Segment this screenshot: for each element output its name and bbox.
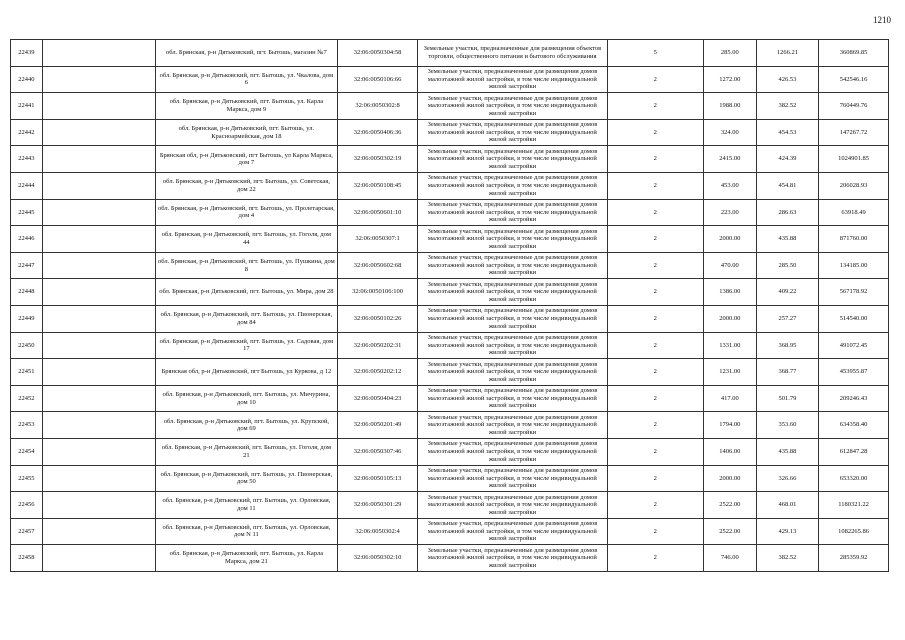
land-use-cell: Земельные участки, предназначенные для размещения домов малоэтажной жилой застройки, в том числе индивидуальной жилой застройки [418, 438, 607, 465]
cadastral-value-cell: 206028.93 [819, 172, 889, 199]
use-group-cell: 2 [607, 359, 703, 386]
use-group-cell: 2 [607, 226, 703, 253]
unit-value-cell: 454.53 [756, 119, 818, 146]
land-use-cell: Земельные участки, предназначенные для размещения домов малоэтажной жилой застройки, в том числе индивидуальной жилой застройки [418, 492, 607, 519]
cadastral-number-cell: 32:06:0050601:10 [337, 199, 417, 226]
row-number-cell: 22456 [11, 492, 43, 519]
land-use-cell: Земельные участки, предназначенные для размещения домов малоэтажной жилой застройки, в том числе индивидуальной жилой застройки [418, 385, 607, 412]
use-group-cell: 2 [607, 492, 703, 519]
table-row [11, 40, 889, 67]
use-group-cell: 2 [607, 279, 703, 306]
table-row [11, 199, 889, 226]
cadastral-value-cell: 871760.00 [819, 226, 889, 253]
cadastral-number-cell: 32:06:0050307:46 [337, 438, 417, 465]
cadastral-number-cell: 32:06:0050406:36 [337, 119, 417, 146]
row-number-cell: 22452 [11, 385, 43, 412]
land-use-cell: Земельные участки, предназначенные для размещения домов малоэтажной жилой застройки, в том числе индивидуальной жилой застройки [418, 359, 607, 386]
cadastral-value-cell: 567178.92 [819, 279, 889, 306]
land-use-cell: Земельные участки, предназначенные для размещения домов малоэтажной жилой застройки, в том числе индивидуальной жилой застройки [418, 146, 607, 173]
cadastral-value-cell: 209246.43 [819, 385, 889, 412]
address-cell: обл. Брянская, р-н Дятьковский, пгт. Бытошь, ул. Чкалова, дом 6 [155, 66, 337, 93]
area-cell: 2522.00 [703, 492, 756, 519]
empty-cell [42, 199, 155, 226]
address-cell: обл. Брянская, р-н Дятьковский, пгт. Бытошь, магазин №7 [155, 40, 337, 67]
use-group-cell: 2 [607, 385, 703, 412]
address-cell: обл. Брянская, р-н Дятьковский, пгт. Бытошь, ул. Пушкина, дом 8 [155, 252, 337, 279]
table-row [11, 172, 889, 199]
cadastral-value-cell: 360869.85 [819, 40, 889, 67]
unit-value-cell: 429.13 [756, 518, 818, 545]
row-number-cell: 22439 [11, 40, 43, 67]
table-row [11, 66, 889, 93]
row-number-cell: 22448 [11, 279, 43, 306]
cadastral-number-cell: 32:06:0050302:8 [337, 93, 417, 120]
table-row [11, 438, 889, 465]
area-cell: 2522.00 [703, 518, 756, 545]
cadastral-value-cell: 1024901.85 [819, 146, 889, 173]
land-use-cell: Земельные участки, предназначенные для размещения домов малоэтажной жилой застройки, в том числе индивидуальной жилой застройки [418, 518, 607, 545]
area-cell: 1386.00 [703, 279, 756, 306]
address-cell: обл. Брянская, р-н Дятьковский, пгт. Бытошь, ул. Гоголя, дом 44 [155, 226, 337, 253]
unit-value-cell: 409.22 [756, 279, 818, 306]
cadastral-number-cell: 32:06:0050602:68 [337, 252, 417, 279]
row-number-cell: 22445 [11, 199, 43, 226]
cadastral-number-cell: 32:06:0050108:45 [337, 172, 417, 199]
unit-value-cell: 368.95 [756, 332, 818, 359]
area-cell: 2415.00 [703, 146, 756, 173]
empty-cell [42, 226, 155, 253]
use-group-cell: 2 [607, 305, 703, 332]
land-use-cell: Земельные участки, предназначенные для размещения домов малоэтажной жилой застройки, в том числе индивидуальной жилой застройки [418, 226, 607, 253]
area-cell: 2000.00 [703, 226, 756, 253]
empty-cell [42, 492, 155, 519]
empty-cell [42, 545, 155, 572]
cadastral-number-cell: 32:06:0050102:26 [337, 305, 417, 332]
row-number-cell: 22441 [11, 93, 43, 120]
area-cell: 2000.00 [703, 465, 756, 492]
use-group-cell: 2 [607, 172, 703, 199]
table-row [11, 359, 889, 386]
cadastral-number-cell: 32:06:0050302:10 [337, 545, 417, 572]
empty-cell [42, 40, 155, 67]
page-number: 1210 [873, 15, 891, 25]
unit-value-cell: 353.60 [756, 412, 818, 439]
cadastral-value-cell: 285359.92 [819, 545, 889, 572]
address-cell: обл. Брянская, р-н Дятьковский, пгт. Бытошь, ул. Пионерская, дом 50 [155, 465, 337, 492]
use-group-cell: 2 [607, 119, 703, 146]
cadastral-value-cell: 612847.28 [819, 438, 889, 465]
table-row [11, 226, 889, 253]
land-use-cell: Земельные участки, предназначенные для размещения объектов торговли, общественного питания и бытового обслуживания [418, 40, 607, 67]
cadastral-value-cell: 147267.72 [819, 119, 889, 146]
table-row [11, 545, 889, 572]
cadastral-number-cell: 32:06:0050202:12 [337, 359, 417, 386]
cadastral-value-cell: 63918.49 [819, 199, 889, 226]
unit-value-cell: 468.01 [756, 492, 818, 519]
land-use-cell: Земельные участки, предназначенные для размещения домов малоэтажной жилой застройки, в том числе индивидуальной жилой застройки [418, 252, 607, 279]
cadastral-number-cell: 32:06:0050106:100 [337, 279, 417, 306]
row-number-cell: 22458 [11, 545, 43, 572]
unit-value-cell: 424.39 [756, 146, 818, 173]
empty-cell [42, 332, 155, 359]
land-use-cell: Земельные участки, предназначенные для размещения домов малоэтажной жилой застройки, в том числе индивидуальной жилой застройки [418, 66, 607, 93]
address-cell: обл. Брянская, р-н Дятьковский, пгт. Бытошь, ул. Садовая, дом 17 [155, 332, 337, 359]
use-group-cell: 2 [607, 545, 703, 572]
unit-value-cell: 454.81 [756, 172, 818, 199]
address-cell: обл. Брянская, р-н Дятьковский, пгт. Бытошь, ул. Пролетарская, дом 4 [155, 199, 337, 226]
empty-cell [42, 93, 155, 120]
area-cell: 1794.00 [703, 412, 756, 439]
unit-value-cell: 435.88 [756, 226, 818, 253]
unit-value-cell: 501.79 [756, 385, 818, 412]
address-cell: обл. Брянская, р-н Дятьковский, пгт. Бытошь, ул. Крупской, дом 69 [155, 412, 337, 439]
table-row [11, 305, 889, 332]
empty-cell [42, 305, 155, 332]
area-cell: 1406.00 [703, 438, 756, 465]
empty-cell [42, 518, 155, 545]
use-group-cell: 5 [607, 40, 703, 67]
use-group-cell: 2 [607, 332, 703, 359]
land-use-cell: Земельные участки, предназначенные для размещения домов малоэтажной жилой застройки, в том числе индивидуальной жилой застройки [418, 172, 607, 199]
cadastral-number-cell: 32:06:0050302:19 [337, 146, 417, 173]
unit-value-cell: 382.52 [756, 93, 818, 120]
area-cell: 746.00 [703, 545, 756, 572]
unit-value-cell: 382.52 [756, 545, 818, 572]
empty-cell [42, 465, 155, 492]
cadastral-number-cell: 32:06:0050304:58 [337, 40, 417, 67]
land-use-cell: Земельные участки, предназначенные для размещения домов малоэтажной жилой застройки, в том числе индивидуальной жилой застройки [418, 545, 607, 572]
row-number-cell: 22444 [11, 172, 43, 199]
row-number-cell: 22451 [11, 359, 43, 386]
use-group-cell: 2 [607, 66, 703, 93]
area-cell: 2000.00 [703, 305, 756, 332]
table-row [11, 252, 889, 279]
area-cell: 1272.00 [703, 66, 756, 93]
unit-value-cell: 368.77 [756, 359, 818, 386]
use-group-cell: 2 [607, 252, 703, 279]
area-cell: 285.00 [703, 40, 756, 67]
unit-value-cell: 257.27 [756, 305, 818, 332]
area-cell: 223.00 [703, 199, 756, 226]
address-cell: обл. Брянская, р-н Дятьковский, пгт. Бытошь, ул. Красноармейская, дом 18 [155, 119, 337, 146]
use-group-cell: 2 [607, 93, 703, 120]
address-cell: обл. Брянская, р-н Дятьковский, пгт. Бытошь, ул. Орловская, дом N 11 [155, 518, 337, 545]
row-number-cell: 22454 [11, 438, 43, 465]
cadastral-value-cell: 653320.00 [819, 465, 889, 492]
table-row [11, 146, 889, 173]
land-use-cell: Земельные участки, предназначенные для размещения домов малоэтажной жилой застройки, в том числе индивидуальной жилой застройки [418, 119, 607, 146]
table-row [11, 518, 889, 545]
use-group-cell: 2 [607, 438, 703, 465]
area-cell: 453.00 [703, 172, 756, 199]
empty-cell [42, 119, 155, 146]
use-group-cell: 2 [607, 412, 703, 439]
row-number-cell: 22447 [11, 252, 43, 279]
unit-value-cell: 286.63 [756, 199, 818, 226]
row-number-cell: 22457 [11, 518, 43, 545]
cadastral-number-cell: 32:06:0050202:31 [337, 332, 417, 359]
use-group-cell: 2 [607, 465, 703, 492]
land-use-cell: Земельные участки, предназначенные для размещения домов малоэтажной жилой застройки, в том числе индивидуальной жилой застройки [418, 412, 607, 439]
land-use-cell: Земельные участки, предназначенные для размещения домов малоэтажной жилой застройки, в том числе индивидуальной жилой застройки [418, 279, 607, 306]
empty-cell [42, 359, 155, 386]
cadastral-number-cell: 32:06:0050106:66 [337, 66, 417, 93]
cadastral-value-cell: 634358.40 [819, 412, 889, 439]
cadastral-value-cell: 1082265.86 [819, 518, 889, 545]
address-cell: обл. Брянская, р-н Дятьковский, пгт. Бытошь, ул. Мира, дом 28 [155, 279, 337, 306]
cadastral-number-cell: 32:06:0050105:13 [337, 465, 417, 492]
address-cell: обл. Брянская, р-н Дятьковский, пгт. Бытошь, ул. Советская, дом 22 [155, 172, 337, 199]
area-cell: 417.00 [703, 385, 756, 412]
area-cell: 1231.00 [703, 359, 756, 386]
row-number-cell: 22443 [11, 146, 43, 173]
table-row [11, 332, 889, 359]
cadastral-number-cell: 32:06:0050201:49 [337, 412, 417, 439]
cadastral-value-cell: 453955.87 [819, 359, 889, 386]
land-use-cell: Земельные участки, предназначенные для размещения домов малоэтажной жилой застройки, в том числе индивидуальной жилой застройки [418, 199, 607, 226]
empty-cell [42, 279, 155, 306]
address-cell: обл. Брянская, р-н Дятьковский, пгт. Бытошь, ул. Карла Маркса, дом 9 [155, 93, 337, 120]
cadastral-value-cell: 491072.45 [819, 332, 889, 359]
land-use-cell: Земельные участки, предназначенные для размещения домов малоэтажной жилой застройки, в том числе индивидуальной жилой застройки [418, 465, 607, 492]
area-cell: 1988.00 [703, 93, 756, 120]
area-cell: 1331.00 [703, 332, 756, 359]
land-use-cell: Земельные участки, предназначенные для размещения домов малоэтажной жилой застройки, в том числе индивидуальной жилой застройки [418, 93, 607, 120]
cadastral-value-cell: 514540.00 [819, 305, 889, 332]
table-row [11, 93, 889, 120]
table-row [11, 119, 889, 146]
cadastral-number-cell: 32:06:0050301:29 [337, 492, 417, 519]
address-cell: Брянская обл, р-н Дятьковский, пгт Бытошь, ул Карла Маркса, дом 7 [155, 146, 337, 173]
table-row [11, 492, 889, 519]
empty-cell [42, 66, 155, 93]
empty-cell [42, 385, 155, 412]
unit-value-cell: 426.53 [756, 66, 818, 93]
table-row [11, 385, 889, 412]
table-row [11, 412, 889, 439]
row-number-cell: 22442 [11, 119, 43, 146]
cadastral-number-cell: 32:06:0050302:4 [337, 518, 417, 545]
area-cell: 324.00 [703, 119, 756, 146]
table-row [11, 465, 889, 492]
row-number-cell: 22446 [11, 226, 43, 253]
table-row [11, 279, 889, 306]
empty-cell [42, 438, 155, 465]
cadastral-value-cell: 1180321.22 [819, 492, 889, 519]
cadastral-number-cell: 32:06:0050307:1 [337, 226, 417, 253]
registry-table [10, 39, 889, 572]
address-cell: обл. Брянская, р-н Дятьковский, пгт. Бытошь, ул. Орловская, дом 11 [155, 492, 337, 519]
unit-value-cell: 435.88 [756, 438, 818, 465]
area-cell: 470.00 [703, 252, 756, 279]
address-cell: обл. Брянская, р-н Дятьковский, пгт. Бытошь, ул. Пионерская, дом 84 [155, 305, 337, 332]
unit-value-cell: 326.66 [756, 465, 818, 492]
cadastral-value-cell: 542546.16 [819, 66, 889, 93]
use-group-cell: 2 [607, 199, 703, 226]
empty-cell [42, 172, 155, 199]
land-use-cell: Земельные участки, предназначенные для размещения домов малоэтажной жилой застройки, в том числе индивидуальной жилой застройки [418, 305, 607, 332]
unit-value-cell: 285.50 [756, 252, 818, 279]
row-number-cell: 22450 [11, 332, 43, 359]
row-number-cell: 22453 [11, 412, 43, 439]
cadastral-value-cell: 760449.76 [819, 93, 889, 120]
land-use-cell: Земельные участки, предназначенные для размещения домов малоэтажной жилой застройки, в том числе индивидуальной жилой застройки [418, 332, 607, 359]
unit-value-cell: 1266.21 [756, 40, 818, 67]
address-cell: Брянская обл, р-н Дятьковский, пгт Бытошь, ул Куркова, д 12 [155, 359, 337, 386]
address-cell: обл. Брянская, р-н Дятьковский, пгт. Бытошь, ул. Гоголя, дом 21 [155, 438, 337, 465]
use-group-cell: 2 [607, 146, 703, 173]
empty-cell [42, 252, 155, 279]
empty-cell [42, 412, 155, 439]
address-cell: обл. Брянская, р-н Дятьковский, пгт. Бытошь, ул. Мичурина, дом 10 [155, 385, 337, 412]
registry-table-body [11, 40, 889, 572]
row-number-cell: 22440 [11, 66, 43, 93]
cadastral-number-cell: 32:06:0050404:23 [337, 385, 417, 412]
use-group-cell: 2 [607, 518, 703, 545]
row-number-cell: 22449 [11, 305, 43, 332]
row-number-cell: 22455 [11, 465, 43, 492]
address-cell: обл. Брянская, р-н Дятьковский, пгт. Бытошь, ул. Карла Маркса, дом 21 [155, 545, 337, 572]
empty-cell [42, 146, 155, 173]
cadastral-value-cell: 134185.00 [819, 252, 889, 279]
